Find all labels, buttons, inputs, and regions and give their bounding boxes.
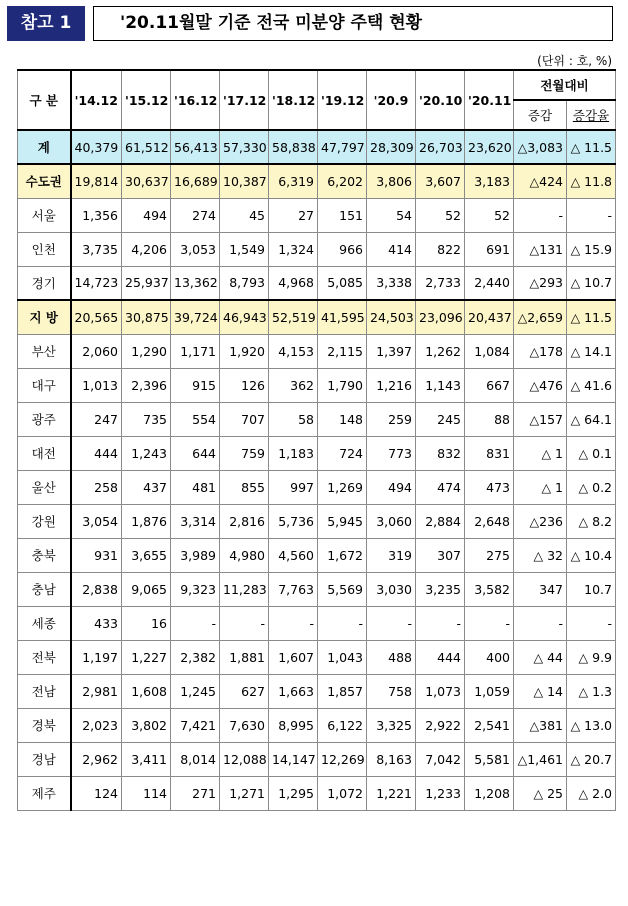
table-cell: -	[171, 606, 220, 640]
table-cell: 52	[416, 198, 465, 232]
table-cell: 3,183	[465, 164, 514, 198]
table-row	[18, 198, 616, 232]
table-cell: △131	[514, 232, 567, 266]
table-cell: 7,763	[269, 572, 318, 606]
table-cell: 362	[269, 368, 318, 402]
change-header: 증감	[514, 100, 567, 130]
table-cell: 4,560	[269, 538, 318, 572]
table-cell: 1,876	[122, 504, 171, 538]
table-cell: 245	[416, 402, 465, 436]
table-cell: 126	[220, 368, 269, 402]
row-label: 충북	[18, 538, 71, 572]
table-cell: 258	[71, 470, 122, 504]
table-cell: 915	[171, 368, 220, 402]
table-cell: 58,838	[269, 130, 318, 164]
table-cell: 433	[71, 606, 122, 640]
table-cell: 3,338	[367, 266, 416, 300]
row-label: 경기	[18, 266, 71, 300]
table-cell: -	[416, 606, 465, 640]
table-row	[18, 742, 616, 776]
table-row	[18, 504, 616, 538]
table-cell: 1,233	[416, 776, 465, 810]
column-header: '20.11	[465, 70, 514, 130]
table-cell: -	[367, 606, 416, 640]
table-cell: 1,790	[318, 368, 367, 402]
table-cell: 23,620	[465, 130, 514, 164]
row-label: 수도권	[18, 164, 71, 198]
table-row	[18, 130, 616, 164]
table-cell: △2,659	[514, 300, 567, 334]
table-cell: △3,083	[514, 130, 567, 164]
table-row	[18, 334, 616, 368]
table-cell: 400	[465, 640, 514, 674]
table-cell: 4,980	[220, 538, 269, 572]
table-cell: 124	[71, 776, 122, 810]
table-row	[18, 606, 616, 640]
table-cell: 724	[318, 436, 367, 470]
table-cell: 758	[367, 674, 416, 708]
table-cell: 2,884	[416, 504, 465, 538]
table-cell: △ 0.2	[567, 470, 616, 504]
table-row	[18, 708, 616, 742]
table-cell: 45	[220, 198, 269, 232]
table-cell: 3,411	[122, 742, 171, 776]
table-cell: △ 64.1	[567, 402, 616, 436]
table-cell: △ 1	[514, 436, 567, 470]
table-cell: 444	[71, 436, 122, 470]
corner-header: 구 분	[18, 70, 71, 130]
table-cell: 1,881	[220, 640, 269, 674]
table-cell: 20,437	[465, 300, 514, 334]
table-cell: △293	[514, 266, 567, 300]
table-cell: 1,143	[416, 368, 465, 402]
table-cell: 5,085	[318, 266, 367, 300]
table-cell: 274	[171, 198, 220, 232]
table-cell: 12,269	[318, 742, 367, 776]
table-row	[18, 538, 616, 572]
table-cell: 88	[465, 402, 514, 436]
table-cell: 966	[318, 232, 367, 266]
table-cell: 6,122	[318, 708, 367, 742]
table-cell: 14,147	[269, 742, 318, 776]
table-cell: 23,096	[416, 300, 465, 334]
table-cell: △ 20.7	[567, 742, 616, 776]
table-cell: 2,060	[71, 334, 122, 368]
row-label: 울산	[18, 470, 71, 504]
column-header: '19.12	[318, 70, 367, 130]
table-row	[18, 232, 616, 266]
column-header: '15.12	[122, 70, 171, 130]
table-cell: 1,059	[465, 674, 514, 708]
table-cell: 5,945	[318, 504, 367, 538]
table-cell: 1,324	[269, 232, 318, 266]
table-cell: 494	[367, 470, 416, 504]
table-cell: -	[567, 198, 616, 232]
table-cell: 474	[416, 470, 465, 504]
table-cell: 7,042	[416, 742, 465, 776]
row-label: 경북	[18, 708, 71, 742]
table-cell: 644	[171, 436, 220, 470]
table-cell: 16,689	[171, 164, 220, 198]
table-cell: 3,655	[122, 538, 171, 572]
table-cell: △ 8.2	[567, 504, 616, 538]
table-cell: 488	[367, 640, 416, 674]
table-cell: 3,802	[122, 708, 171, 742]
table-cell: △ 0.1	[567, 436, 616, 470]
table-cell: 2,733	[416, 266, 465, 300]
table-cell: 12,088	[220, 742, 269, 776]
table-cell: 6,319	[269, 164, 318, 198]
table-cell: 759	[220, 436, 269, 470]
table-cell: 5,736	[269, 504, 318, 538]
table-cell: 831	[465, 436, 514, 470]
row-label: 지 방	[18, 300, 71, 334]
table-cell: 2,440	[465, 266, 514, 300]
row-label: 광주	[18, 402, 71, 436]
column-header: '16.12	[171, 70, 220, 130]
table-cell: 773	[367, 436, 416, 470]
table-cell: △236	[514, 504, 567, 538]
table-row	[18, 470, 616, 504]
table-cell: 27	[269, 198, 318, 232]
table-cell: 9,323	[171, 572, 220, 606]
table-cell: 114	[122, 776, 171, 810]
reference-badge: 참고 1	[7, 6, 85, 41]
table-cell: 7,421	[171, 708, 220, 742]
table-cell: 3,314	[171, 504, 220, 538]
table-cell: 1,013	[71, 368, 122, 402]
table-cell: 1,295	[269, 776, 318, 810]
table-cell: 2,648	[465, 504, 514, 538]
table-cell: 1,607	[269, 640, 318, 674]
row-label: 서울	[18, 198, 71, 232]
change-group-header: 전월대비	[514, 70, 616, 100]
table-cell: 20,565	[71, 300, 122, 334]
column-header: '17.12	[220, 70, 269, 130]
table-cell: 481	[171, 470, 220, 504]
table-cell: 2,541	[465, 708, 514, 742]
table-row	[18, 266, 616, 300]
table-cell: 1,227	[122, 640, 171, 674]
table-cell: 54	[367, 198, 416, 232]
table-cell: 1,920	[220, 334, 269, 368]
table-cell: 39,724	[171, 300, 220, 334]
table-cell: 30,875	[122, 300, 171, 334]
table-cell: 57,330	[220, 130, 269, 164]
table-cell: 1,084	[465, 334, 514, 368]
table-cell: 1,243	[122, 436, 171, 470]
column-header: '14.12	[71, 70, 122, 130]
table-row	[18, 572, 616, 606]
table-row	[18, 164, 616, 198]
table-cell: 14,723	[71, 266, 122, 300]
table-cell: 46,943	[220, 300, 269, 334]
table-cell: △ 10.7	[567, 266, 616, 300]
table-cell: 473	[465, 470, 514, 504]
table-cell: △ 2.0	[567, 776, 616, 810]
table-cell: 30,637	[122, 164, 171, 198]
table-cell: 1,171	[171, 334, 220, 368]
change-rate-header: 증감율	[567, 100, 616, 130]
table-cell: 2,115	[318, 334, 367, 368]
table-cell: 1,271	[220, 776, 269, 810]
table-cell: 24,503	[367, 300, 416, 334]
table-cell: △ 10.4	[567, 538, 616, 572]
table-cell: 2,816	[220, 504, 269, 538]
table-cell: 1,221	[367, 776, 416, 810]
table-cell: 1,216	[367, 368, 416, 402]
table-cell: 1,269	[318, 470, 367, 504]
table-cell: 247	[71, 402, 122, 436]
table-cell: 2,023	[71, 708, 122, 742]
table-cell: 444	[416, 640, 465, 674]
table-cell: 3,325	[367, 708, 416, 742]
table-cell: △157	[514, 402, 567, 436]
row-label: 전북	[18, 640, 71, 674]
row-label: 세종	[18, 606, 71, 640]
table-cell: 151	[318, 198, 367, 232]
row-label: 제주	[18, 776, 71, 810]
table-cell: 41,595	[318, 300, 367, 334]
column-header: '20.9	[367, 70, 416, 130]
table-cell: 16	[122, 606, 171, 640]
table-cell: △ 44	[514, 640, 567, 674]
table-cell: 6,202	[318, 164, 367, 198]
table-cell: △ 1	[514, 470, 567, 504]
table-cell: 3,053	[171, 232, 220, 266]
table-cell: 3,235	[416, 572, 465, 606]
table-cell: 1,356	[71, 198, 122, 232]
table-cell: 259	[367, 402, 416, 436]
column-header: '20.10	[416, 70, 465, 130]
table-cell: 28,309	[367, 130, 416, 164]
table-cell: △ 11.8	[567, 164, 616, 198]
report-title: '20.11월말 기준 전국 미분양 주택 현황	[93, 6, 613, 41]
table-cell: △381	[514, 708, 567, 742]
table-cell: 1,073	[416, 674, 465, 708]
table-row	[18, 436, 616, 470]
table-cell: 47,797	[318, 130, 367, 164]
table-cell: 9,065	[122, 572, 171, 606]
table-cell: -	[269, 606, 318, 640]
table-cell: 8,793	[220, 266, 269, 300]
table-row	[18, 674, 616, 708]
table-cell: 2,981	[71, 674, 122, 708]
table-cell: △1,461	[514, 742, 567, 776]
table-cell: 1,208	[465, 776, 514, 810]
table-cell: 3,030	[367, 572, 416, 606]
table-cell: -	[514, 198, 567, 232]
row-label: 부산	[18, 334, 71, 368]
table-cell: 931	[71, 538, 122, 572]
table-cell: 4,153	[269, 334, 318, 368]
row-label: 경남	[18, 742, 71, 776]
table-cell: △ 41.6	[567, 368, 616, 402]
table-cell: 997	[269, 470, 318, 504]
table-cell: 691	[465, 232, 514, 266]
table-cell: 52	[465, 198, 514, 232]
table-cell: 26,703	[416, 130, 465, 164]
table-cell: 1,197	[71, 640, 122, 674]
table-cell: 627	[220, 674, 269, 708]
table-cell: 56,413	[171, 130, 220, 164]
table-cell: 52,519	[269, 300, 318, 334]
table-cell: 1,397	[367, 334, 416, 368]
table-cell: △178	[514, 334, 567, 368]
table-cell: 832	[416, 436, 465, 470]
table-cell: △ 25	[514, 776, 567, 810]
table-cell: 8,014	[171, 742, 220, 776]
table-cell: 414	[367, 232, 416, 266]
table-cell: 61,512	[122, 130, 171, 164]
table-cell: 1,672	[318, 538, 367, 572]
table-row	[18, 640, 616, 674]
row-label: 대전	[18, 436, 71, 470]
table-cell: 25,937	[122, 266, 171, 300]
table-cell: 10,387	[220, 164, 269, 198]
table-cell: 271	[171, 776, 220, 810]
table-cell: 5,581	[465, 742, 514, 776]
table-cell: △ 9.9	[567, 640, 616, 674]
table-cell: △ 13.0	[567, 708, 616, 742]
unsold-housing-table	[17, 69, 616, 811]
table-cell: △476	[514, 368, 567, 402]
table-cell: -	[465, 606, 514, 640]
table-cell: -	[514, 606, 567, 640]
table-cell: 7,630	[220, 708, 269, 742]
table-cell: 40,379	[71, 130, 122, 164]
table-cell: 19,814	[71, 164, 122, 198]
table-cell: 554	[171, 402, 220, 436]
table-cell: 275	[465, 538, 514, 572]
table-cell: 822	[416, 232, 465, 266]
table-cell: △ 11.5	[567, 300, 616, 334]
table-cell: 1,072	[318, 776, 367, 810]
table-cell: -	[318, 606, 367, 640]
table-cell: 1,290	[122, 334, 171, 368]
table-cell: △ 14	[514, 674, 567, 708]
table-row	[18, 368, 616, 402]
table-cell: 4,968	[269, 266, 318, 300]
table-cell: 2,922	[416, 708, 465, 742]
row-label: 강원	[18, 504, 71, 538]
table-cell: △424	[514, 164, 567, 198]
table-cell: -	[220, 606, 269, 640]
table-cell: △ 14.1	[567, 334, 616, 368]
table-cell: △ 32	[514, 538, 567, 572]
row-label: 계	[18, 130, 71, 164]
table-cell: 2,396	[122, 368, 171, 402]
row-label: 전남	[18, 674, 71, 708]
row-label: 인천	[18, 232, 71, 266]
table-cell: 667	[465, 368, 514, 402]
table-cell: △ 1.3	[567, 674, 616, 708]
table-cell: 707	[220, 402, 269, 436]
table-cell: 8,995	[269, 708, 318, 742]
table-cell: 10.7	[567, 572, 616, 606]
table-cell: 1,663	[269, 674, 318, 708]
report-header	[7, 6, 613, 41]
table-cell: 3,607	[416, 164, 465, 198]
table-cell: 347	[514, 572, 567, 606]
table-cell: 319	[367, 538, 416, 572]
row-label: 충남	[18, 572, 71, 606]
table-cell: 307	[416, 538, 465, 572]
table-cell: 3,989	[171, 538, 220, 572]
table-cell: 1,549	[220, 232, 269, 266]
table-cell: 437	[122, 470, 171, 504]
table-cell: 1,043	[318, 640, 367, 674]
table-row	[18, 776, 616, 810]
table-cell: 1,608	[122, 674, 171, 708]
table-cell: △ 15.9	[567, 232, 616, 266]
table-cell: 148	[318, 402, 367, 436]
table-cell: 3,806	[367, 164, 416, 198]
table-cell: 58	[269, 402, 318, 436]
table-cell: 3,735	[71, 232, 122, 266]
table-cell: 855	[220, 470, 269, 504]
table-cell: -	[567, 606, 616, 640]
table-cell: 1,183	[269, 436, 318, 470]
table-cell: 2,962	[71, 742, 122, 776]
table-cell: 11,283	[220, 572, 269, 606]
table-cell: 4,206	[122, 232, 171, 266]
table-cell: 1,262	[416, 334, 465, 368]
table-cell: 2,838	[71, 572, 122, 606]
table-cell: 5,569	[318, 572, 367, 606]
table-row	[18, 402, 616, 436]
table-cell: 494	[122, 198, 171, 232]
table-cell: 3,060	[367, 504, 416, 538]
table-cell: △ 11.5	[567, 130, 616, 164]
table-cell: 3,582	[465, 572, 514, 606]
table-cell: 1,857	[318, 674, 367, 708]
row-label: 대구	[18, 368, 71, 402]
table-cell: 8,163	[367, 742, 416, 776]
column-header: '18.12	[269, 70, 318, 130]
table-cell: 3,054	[71, 504, 122, 538]
table-cell: 1,245	[171, 674, 220, 708]
table-cell: 2,382	[171, 640, 220, 674]
table-row	[18, 300, 616, 334]
table-cell: 735	[122, 402, 171, 436]
unit-note: (단위 : 호, %)	[537, 54, 612, 68]
table-cell: 13,362	[171, 266, 220, 300]
